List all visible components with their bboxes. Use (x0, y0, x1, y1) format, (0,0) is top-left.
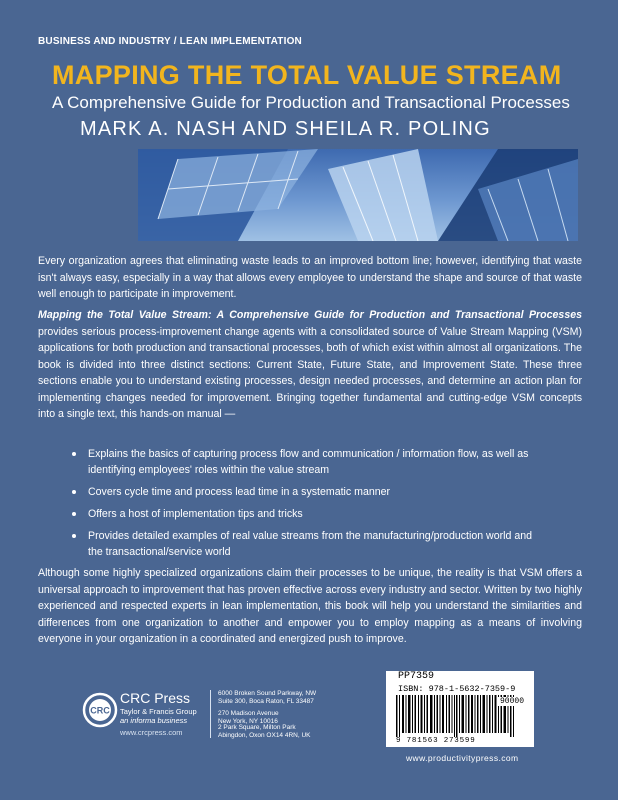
paragraph-lead-title: Mapping the Total Value Stream: A Comprehensive Guide for Production and Transactional Processes (38, 309, 582, 321)
paragraph-closing: Although some highly specialized organizations claim their processes to be unique, the reality is that VSM offers a universal approach to improvement that has proven effective across every industry and sector. Written by two highly experienced and respected experts in lean implementation, this book will help you understand the similarities and differences from one organization to another and empower you to employ mapping as a means of involving everyone in your organization in a coordinated and energized push to improve. (38, 567, 582, 645)
list-item: Covers cycle time and process lead time in a systematic manner (70, 484, 540, 500)
crc-logo-text: CRC (90, 705, 110, 716)
publisher-group: Taylor & Francis Group (120, 707, 197, 716)
top-bar (0, 0, 618, 30)
list-item: Explains the basics of capturing process flow and communication / information flow, as well as identifying employees' roles within the value stream (70, 446, 540, 478)
barcode-price-code: 90000 (500, 697, 525, 706)
publisher-url: www.crcpress.com (120, 728, 183, 737)
publisher-address-3: 2 Park Square, Milton Park Abingdon, Oxon OX14 4RN, UK (218, 724, 311, 739)
barcode-digits: 9 781563 273599 (396, 737, 476, 745)
divider (210, 690, 211, 738)
publisher-name: CRC Press (120, 690, 191, 706)
list-item: Offers a host of implementation tips and tricks (70, 506, 540, 522)
productivity-press-url: www.productivitypress.com (406, 753, 519, 763)
paragraph-description-text: provides serious process-improvement change agents with a consolidated source of Value Stream Mapping (VSM) applications for both production and transactional processes, both of which exist within almost all organizations. The book is divided into three distinct sections: Current State, Future State, and Improvement State. These three sections enable you to understand existing processes, design needed processes, and determine an action plan for implementing changes needed for improvement. Bringing together fundamental and cutting-edge VSM concepts into a single text, this hands-on manual — (38, 325, 582, 420)
feature-list (70, 446, 540, 566)
category-label: BUSINESS AND INDUSTRY / LEAN IMPLEMENTATION (38, 36, 302, 47)
book-subtitle: A Comprehensive Guide for Production and Transactional Processes (52, 93, 570, 112)
publisher-address-1: 6000 Broken Sound Parkway, NW Suite 300, Boca Raton, FL 33487 (218, 690, 317, 705)
publisher-tagline: an informa business (120, 716, 188, 725)
barcode-product-code: PP7359 (398, 671, 435, 682)
authors: MARK A. NASH AND SHEILA R. POLING (80, 118, 491, 140)
crc-logo-icon (82, 692, 118, 728)
publisher-address-2: 270 Madison Avenue New York, NY 10016 (218, 710, 279, 725)
barcode-isbn: ISBN: 978-1-5632-7359-9 (398, 684, 516, 694)
cover-photo (138, 149, 578, 241)
book-title: MAPPING THE TOTAL VALUE STREAM (52, 60, 562, 90)
paragraph-intro: Every organization agrees that eliminating waste leads to an improved bottom line; however, identifying that waste isn't always easy, especially in a way that allows every employee to understand the shape and source of that waste well enough to participate in improvement. (38, 255, 582, 300)
list-item: Provides detailed examples of real value streams from the manufacturing/production world and the transactional/service world (70, 528, 540, 560)
paragraph-description (38, 307, 582, 423)
